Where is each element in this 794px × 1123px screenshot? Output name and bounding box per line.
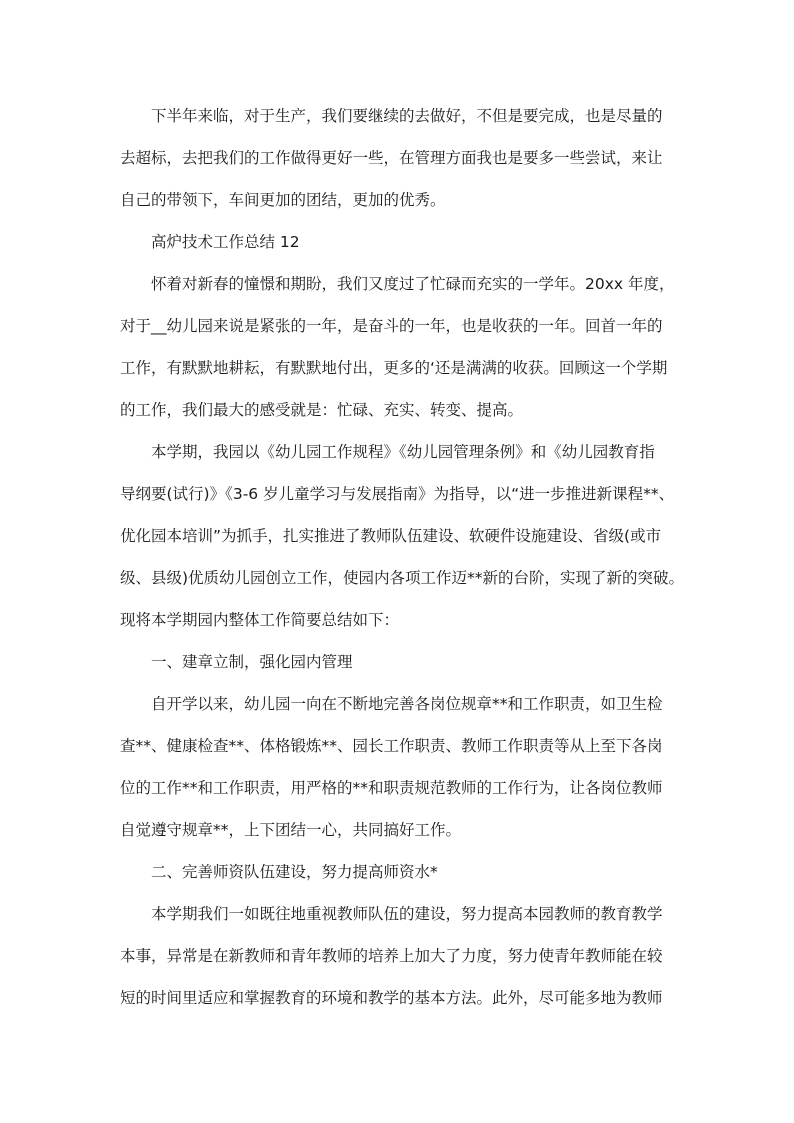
paragraph-line: 工作，有默默地耕耘，有默默地付出，更多的‘还是满满的收获。回顾这一个学期	[120, 359, 668, 377]
paragraph-line: 自己的带领下，车间更加的团结，更加的优秀。	[120, 191, 446, 209]
paragraph-line: 短的时间里适应和掌握教育的环境和教学的基本方法。此外，尽可能多地为教师	[120, 989, 663, 1007]
paragraph-line: 本学期，我园以《幼儿园工作规程》《幼儿园管理条例》和《幼儿园教育指	[151, 443, 655, 461]
section-heading: 一、建章立制，强化园内管理	[151, 653, 353, 671]
paragraph-line: 导纲要(试行)》《3-6 岁儿童学习与发展指南》为指导，以“进一步推进新课程**、	[120, 485, 675, 503]
paragraph-line: 本学期我们一如既往地重视教师队伍的建设，努力提高本园教师的教育教学	[151, 905, 663, 923]
paragraph-line: 查**、健康检查**、体格锻炼**、园长工作职责、教师工作职责等从上至下各岗	[120, 737, 663, 755]
paragraph-line: 去超标，去把我们的工作做得更好一些，在管理方面我也是要多一些尝试，来让	[120, 149, 663, 167]
paragraph-line: 位的工作**和工作职责，用严格的**和职责规范教师的工作行为，让各岗位教师	[120, 779, 663, 797]
paragraph-line: 对于__幼儿园来说是紧张的一年，是奋斗的一年，也是收获的一年。回首一年的	[120, 317, 663, 335]
paragraph-line: 自开学以来，幼儿园一向在不断地完善各岗位规章**和工作职责，如卫生检	[151, 695, 663, 713]
paragraph-line: 本事，异常是在新教师和青年教师的培养上加大了力度，努力使青年教师能在较	[120, 947, 663, 965]
section-heading: 二、完善师资队伍建设，努力提高师资水*	[151, 863, 438, 881]
paragraph-line: 自觉遵守规章**，上下团结一心，共同搞好工作。	[120, 821, 462, 839]
paragraph-line: 现将本学期园内整体工作简要总结如下：	[120, 611, 400, 629]
section-heading: 高炉技术工作总结 12	[151, 233, 300, 251]
paragraph-line: 优化园本培训”为抓手，扎实推进了教师队伍建设、软硬件设施建设、省级(或市	[120, 527, 662, 545]
paragraph-line: 级、县级)优质幼儿园创立工作，使园内各项工作迈**新的台阶，实现了新的突破。	[120, 569, 685, 587]
paragraph-line: 的工作，我们最大的感受就是：忙碌、充实、转变、提高。	[120, 401, 524, 419]
paragraph-line: 下半年来临，对于生产，我们要继续的去做好，不但是要完成，也是尽量的	[151, 107, 663, 125]
paragraph-line: 怀着对新春的憧憬和期盼，我们又度过了忙碌而充实的一学年。20xx 年度，	[151, 275, 675, 293]
